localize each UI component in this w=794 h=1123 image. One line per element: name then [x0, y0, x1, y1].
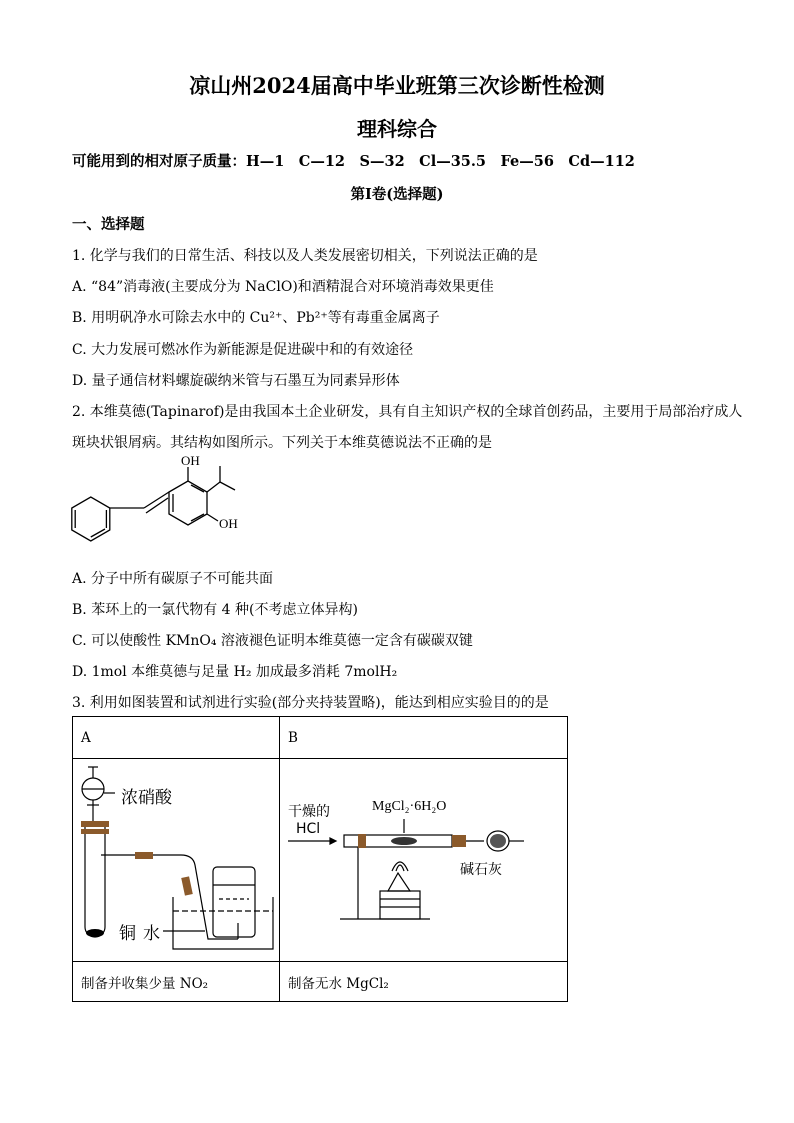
purpose-b: 制备无水 MgCl₂ — [280, 962, 568, 1002]
q2-option-b: B. 苯环上的一氯代物有 4 种(不考虑立体异构) — [72, 602, 358, 618]
label-hcl: HCl — [296, 821, 321, 837]
no2-apparatus — [73, 759, 279, 957]
apparatus-b-cell — [280, 759, 568, 962]
q1-option-d: D. 量子通信材料螺旋碳纳米管与石墨互为同素异形体 — [72, 373, 400, 389]
q1-stem: 1. 化学与我们的日常生活、科技以及人类发展密切相关，下列说法正确的是 — [72, 248, 538, 264]
purpose-a: 制备并收集少量 NO₂ — [73, 962, 280, 1002]
label-conc-nitric-acid: 浓硝酸 — [121, 788, 172, 808]
q2-option-a: A. 分子中所有碳原子不可能共面 — [72, 571, 274, 587]
label-dry: 干燥的 — [288, 804, 330, 820]
q1-option-c: C. 大力发展可燃冰作为新能源是促进碳中和的有效途径 — [72, 342, 414, 358]
label-soda-lime: 碱石灰 — [460, 862, 502, 878]
header-cell-a: A — [73, 717, 280, 759]
q1-option-a: A. “84”消毒液(主要成分为 NaClO)和酒精混合对环境消毒效果更佳 — [72, 279, 494, 295]
exam-subtitle: 理科综合 — [357, 117, 437, 141]
oh-label-top: OH — [181, 453, 200, 468]
volume-heading: 第Ⅰ卷(选择题) — [350, 186, 444, 203]
q2-stem-line2: 斑块状银屑病。其结构如图所示。下列关于本维莫德说法不正确的是 — [72, 435, 492, 451]
experiment-table — [72, 716, 568, 1002]
header-cell-b: B — [280, 717, 568, 759]
tapinarof-structure — [70, 452, 300, 564]
mgcl2-apparatus — [280, 759, 567, 957]
label-mgcl2-hexahydrate: MgCl₂·6H₂O — [372, 799, 447, 814]
oh-label-bottom: OH — [219, 516, 238, 531]
q3-stem: 3. 利用如图装置和试剂进行实验(部分夹持装置略)，能达到相应实验目的的是 — [72, 695, 549, 711]
q2-stem-line1: 2. 本维莫德(Tapinarof)是由我国本土企业研发，具有自主知识产权的全球首创药品，主要用于局部治疗成人 — [72, 404, 743, 420]
apparatus-a-cell — [73, 759, 280, 962]
label-water: 水 — [143, 924, 160, 944]
q2-option-c: C. 可以使酸性 KMnO₄ 溶液褪色证明本维莫德一定含有碳碳双键 — [72, 633, 473, 649]
atomic-masses: 可能用到的相对原子质量：H—1 C—12 S—32 Cl—35.5 Fe—56 Cd—112 — [72, 153, 635, 170]
label-copper: 铜 — [119, 924, 136, 944]
q1-option-b: B. 用明矾净水可除去水中的 Cu²⁺、Pb²⁺等有毒重金属离子 — [72, 310, 440, 326]
q2-option-d: D. 1mol 本维莫德与足量 H₂ 加成最多消耗 7molH₂ — [72, 664, 398, 680]
section-heading: 一、选择题 — [72, 216, 145, 233]
exam-title: 凉山州2024届高中毕业班第三次诊断性检测 — [189, 73, 605, 98]
